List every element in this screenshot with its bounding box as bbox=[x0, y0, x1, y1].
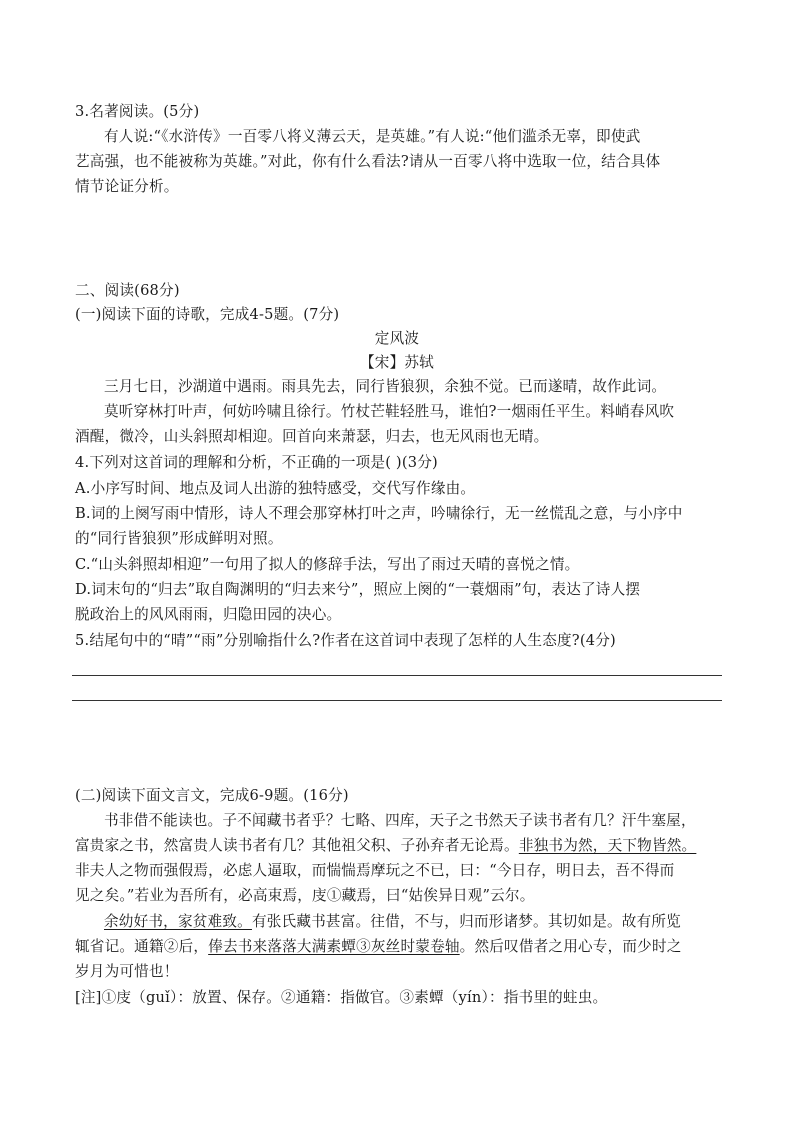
classical-line: 书非借不能读也。子不闻藏书者乎？七略、四库，天子之书然天子读书者有几？汗牛塞屋， bbox=[104, 812, 696, 829]
option-b-cont: 的“同行皆狼狈”形成鲜明对照。 bbox=[75, 530, 283, 547]
poem-line: 莫听穿林打叶声，何妨吟啸且徐行。竹杖芒鞋轻胜马，谁怕?一烟雨任平生。料峭春风吹 bbox=[104, 403, 675, 420]
part2-intro: (二)阅读下面文言文，完成6-9题。(16分) bbox=[75, 787, 349, 804]
q3-text-line: 情节论证分析。 bbox=[75, 178, 179, 195]
classical-text: 富贵家之书，然富贵人读书者有几？其他祖父积、子孙弃者无论焉。 bbox=[75, 837, 519, 854]
question-5: 5.结尾句中的“晴”“雨”分别喻指什么?作者在这首词中表现了怎样的人生态度?(4分) bbox=[75, 632, 616, 649]
classical-line: 非夫人之物而强假焉，必虑人逼取，而惴惴焉摩玩之不已，曰：“今日存，明日去，吾不得而 bbox=[75, 862, 675, 879]
poem-title: 定风波 bbox=[374, 330, 420, 347]
classical-line: 见之矣。”若业为吾所有，必高束焉，庋①藏焉，曰“姑俟异日观”云尔。 bbox=[75, 887, 535, 904]
q3-title: 3.名著阅读。(5分) bbox=[75, 103, 200, 120]
poem-line: 酒醒，微冷，山头斜照却相迎。回首向来萧瑟，归去，也无风雨也无晴。 bbox=[75, 428, 549, 445]
option-d: D.词末句的“归去”取自陶渊明的“归去来兮”，照应上阕的“一蓑烟雨”句，表达了诗人摆 bbox=[75, 581, 641, 598]
classical-line: 岁月为可惜也！ bbox=[75, 963, 179, 980]
question-4: 4.下列对这首词的理解和分析，不正确的一项是( )(3分) bbox=[75, 454, 438, 471]
classical-text: 辄省记。通籍②后， bbox=[75, 938, 209, 955]
option-a: A.小序写时间、地点及词人出游的独特感受，交代写作缘由。 bbox=[75, 480, 476, 497]
poem-preface: 三月七日，沙湖道中遇雨。雨具先去，同行皆狼狈，余独不觉。已而遂晴，故作此词。 bbox=[104, 378, 667, 395]
poem-author: 【宋】苏轼 bbox=[360, 354, 434, 371]
underlined-sentence: 俸去书来落落大满素蟫③灰丝时蒙卷轴 bbox=[208, 938, 460, 955]
classical-line bbox=[75, 937, 682, 957]
answer-line[interactable] bbox=[72, 675, 722, 676]
q3-text-line: 有人说:“《水浒传》一百零八将义薄云天，是英雄。”有人说:“他们滥杀无辜，即使武 bbox=[104, 128, 641, 145]
footnote: [注]①庋（guǐ）：放置、保存。②通籍：指做官。③素蟫（yín）：指书里的蛀虫。 bbox=[75, 989, 608, 1006]
section2-title: 二、阅读(68分) bbox=[75, 282, 180, 299]
q3-text-line: 艺高强，也不能被称为英雄。”对此，你有什么看法?请从一百零八将中选取一位，结合具体 bbox=[75, 153, 661, 170]
option-b: B.词的上阕写雨中情形，诗人不理会那穿林打叶之声，吟啸徐行，无一丝慌乱之意，与小序中 bbox=[75, 505, 683, 522]
underlined-sentence: 非独书为然，天下物皆然。 bbox=[518, 837, 697, 854]
option-d-cont: 脱政治上的风风雨雨，归隐田园的决心。 bbox=[75, 606, 342, 623]
underlined-sentence: 余幼好书，家贫难致。 bbox=[104, 913, 252, 930]
classical-line bbox=[75, 836, 696, 856]
answer-line[interactable] bbox=[72, 700, 722, 701]
classical-line bbox=[104, 912, 681, 932]
option-c: C.“山头斜照却相迎”一句用了拟人的修辞手法，写出了雨过天晴的喜悦之情。 bbox=[75, 556, 580, 573]
classical-text: 有张氏藏书甚富。往借，不与，归而形诸梦。其切如是。故有所览 bbox=[251, 913, 681, 930]
part1-intro: (一)阅读下面的诗歌，完成4-5题。(7分) bbox=[75, 306, 340, 323]
classical-text: 。然后叹借者之用心专，而少时之 bbox=[459, 938, 682, 955]
